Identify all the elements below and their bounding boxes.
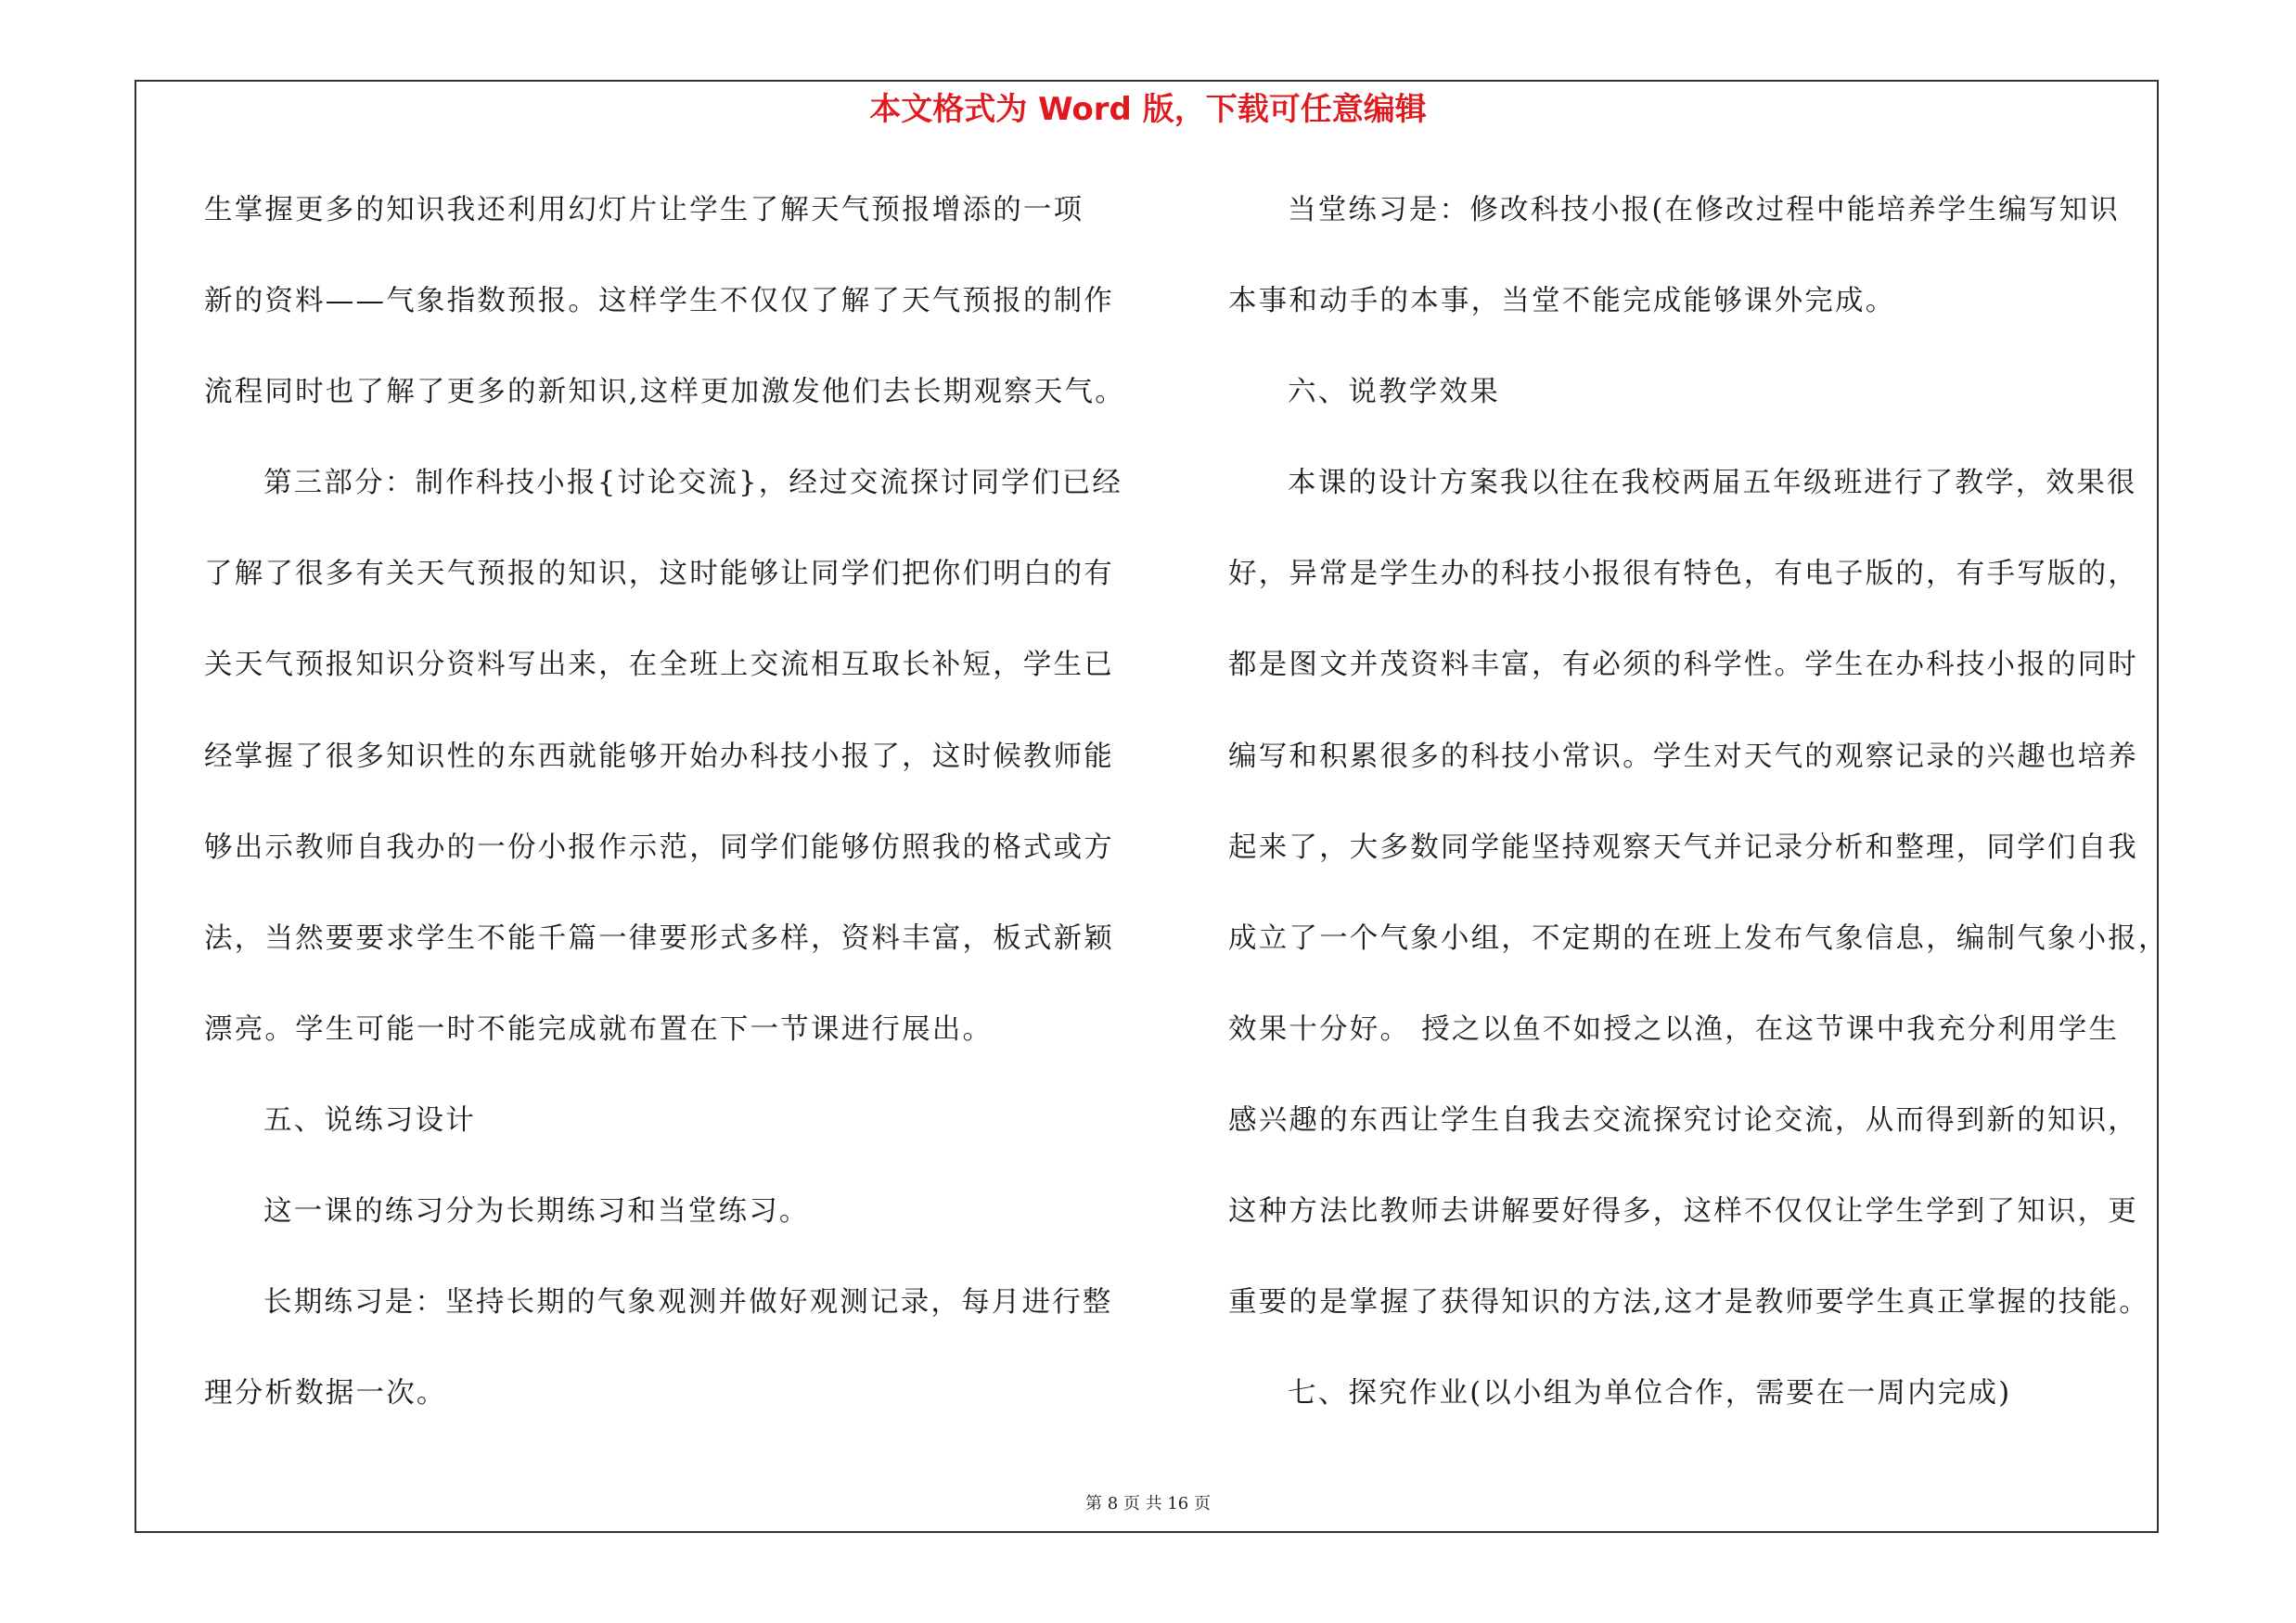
text-line: 经掌握了很多知识性的东西就能够开始办科技小报了，这时候教师能: [204, 740, 1114, 773]
format-banner: 本文格式为 Word 版，下载可任意编辑: [869, 91, 1427, 128]
text-line: 长期练习是：坚持长期的气象观测并做好观测记录，每月进行整: [263, 1286, 1113, 1320]
text-line: 七、探究作业(以小组为单位合作，需要在一周内完成): [1288, 1377, 2012, 1410]
left-column: [204, 183, 1136, 1457]
text-line: 好，异常是学生办的科技小报很有特色，有电子版的，有手写版的，: [1228, 558, 2138, 591]
text-line: 本课的设计方案我以往在我校两届五年级班进行了教学，效果很: [1288, 467, 2137, 500]
text-line: 够出示教师自我办的一份小报作示范，同学们能够仿照我的格式或方: [204, 831, 1114, 864]
page-number-footer: 第 8 页 共 16 页: [1085, 1494, 1211, 1514]
text-line: 成立了一个气象小组，不定期的在班上发布气象信息，编制气象小报，: [1228, 921, 2169, 955]
text-line: 理分析数据一次。: [204, 1377, 447, 1410]
text-line: 重要的是掌握了获得知识的方法,这才是教师要学生真正掌握的技能。: [1228, 1286, 2149, 1320]
text-line: 五、说练习设计: [263, 1103, 476, 1137]
text-line: 都是图文并茂资料丰富，有必须的科学性。学生在办科技小报的同时: [1228, 649, 2138, 682]
text-line: 漂亮。学生可能一时不能完成就布置在下一节课进行展出。: [204, 1012, 994, 1046]
text-line: 法，当然要要求学生不能千篇一律要形式多样，资料丰富，板式新颖: [204, 921, 1114, 955]
right-column: [1228, 183, 2169, 1457]
text-line: 了解了很多有关天气预报的知识，这时能够让同学们把你们明白的有: [204, 558, 1114, 591]
text-line: 起来了，大多数同学能坚持观察天气并记录分析和整理，同学们自我: [1228, 831, 2138, 864]
text-line: 新的资料——气象指数预报。这样学生不仅仅了解了天气预报的制作: [204, 285, 1114, 318]
text-line: 这种方法比教师去讲解要好得多，这样不仅仅让学生学到了知识，更: [1228, 1195, 2138, 1229]
text-line: 当堂练习是：修改科技小报(在修改过程中能培养学生编写知识: [1288, 194, 2120, 226]
text-line: 这一课的练习分为长期练习和当堂练习。: [263, 1195, 810, 1229]
text-line: 感兴趣的东西让学生自我去交流探究讨论交流，从而得到新的知识，: [1228, 1103, 2138, 1137]
text-line: 六、说教学效果: [1288, 376, 1500, 409]
text-line: 本事和动手的本事，当堂不能完成能够课外完成。: [1228, 285, 1896, 318]
text-line: 效果十分好。 授之以鱼不如授之以渔，在这节课中我充分利用学生: [1228, 1012, 2120, 1046]
text-line: 流程同时也了解了更多的新知识,这样更加激发他们去长期观察天气。: [204, 376, 1125, 409]
text-line: 关天气预报知识分资料写出来，在全班上交流相互取长补短，学生已: [204, 649, 1114, 682]
text-line: 第三部分：制作科技小报{讨论交流}，经过交流探讨同学们已经: [263, 467, 1123, 500]
text-line: 生掌握更多的知识我还利用幻灯片让学生了解天气预报增添的一项: [204, 194, 1084, 226]
text-line: 编写和积累很多的科技小常识。学生对天气的观察记录的兴趣也培养: [1228, 740, 2138, 773]
